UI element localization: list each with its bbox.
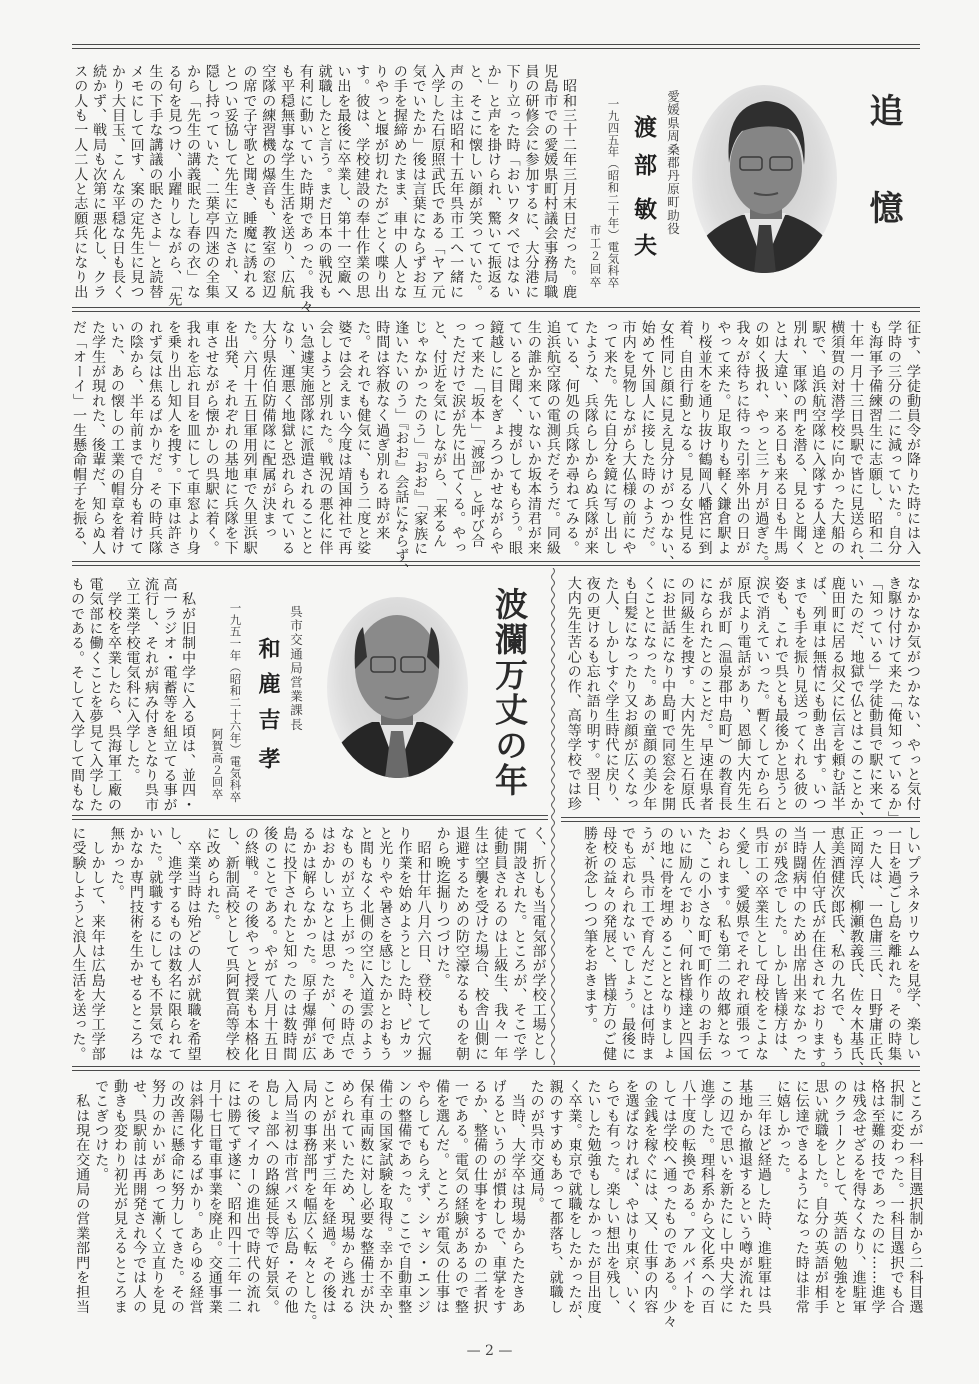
article-body-row1	[70, 64, 578, 314]
text-column: 十年一月十三日呉駅で皆に見送られ、	[848, 320, 865, 570]
article-body-row3	[68, 577, 198, 815]
text-column: く卒業。東京で就職をしたかったが、	[566, 1079, 583, 1329]
text-column: 車させながら懐かしの呉駅に着く。	[203, 320, 220, 556]
text-column: 大分県佐伯防備隊に配属が決まっ	[260, 320, 277, 541]
article-title: 追憶	[863, 93, 903, 287]
text-column: やって来た。足取りも軽く鎌倉駅よ	[715, 320, 732, 556]
text-column: でこぎつけた。	[93, 1079, 110, 1182]
text-column: き駆け付けて来た「俺知っているか」	[886, 576, 903, 826]
rule-row3-row4-left	[72, 815, 548, 820]
text-column: この辺で思いを新たにし中央大学に	[718, 1079, 735, 1315]
text-column: 当時、大学卒は現場からたたきあ	[509, 1079, 526, 1315]
text-column: 思い就職をした。自分の英語が相手	[812, 1079, 829, 1315]
text-column: 横須賀の対潜学校に向かった大船の	[829, 320, 846, 556]
text-column: 鏡越しに目をぎょろつかせながらや	[488, 320, 505, 556]
text-column: 時間は容赦なく過ぎ別れる時が来	[374, 320, 391, 541]
text-column: 高一ラジオ・電蓄等を組立てる事が	[161, 577, 178, 813]
text-column: 備を選んだ。ところが電気の仕事は	[434, 1079, 451, 1315]
text-column: っただけで涙が先に出てくる。やっ	[450, 320, 467, 556]
text-column: 保有車両数に対し必要な整備士が決	[358, 1079, 375, 1315]
text-column: しいプラネタリウムを見学、楽しい	[905, 826, 921, 1062]
text-column: た学生が現れた、後輩だ、知らぬ人	[90, 320, 107, 556]
text-column: ンの整備であった。ここで自動車整	[396, 1079, 413, 1315]
text-column: はおかしいなとは思ったが、何であ	[319, 826, 336, 1062]
text-column: たような、兵隊らしからぬ兵隊が来	[582, 320, 599, 556]
text-column: す。彼は、学校建設の奉仕作業の思	[354, 64, 371, 300]
author-graduation: 一九五一年（昭和二十六年）電気科卒	[228, 602, 243, 803]
rule-row2-row3	[72, 561, 920, 566]
text-column: 学校を卒業したら、呉海軍工廠の	[106, 577, 122, 813]
rule-row4-row5	[72, 1066, 920, 1071]
text-column: も白髪になったり又お顔が広くなっ	[622, 576, 639, 812]
text-column: から晩迄掘りつづけた。	[434, 826, 451, 988]
text-column: 追浜航空隊の電測兵だそうだ。同級	[544, 320, 561, 556]
text-column: になられたとのことだ。早速在県者	[697, 576, 714, 812]
text-column: と、付近を気にしながら、「来るん	[431, 320, 448, 549]
article-title: 波瀾万丈の年	[490, 587, 529, 799]
text-column: 電気部に働くことを夢見て入学した	[87, 577, 104, 813]
text-column: 勝を祈念しつつ筆をおきます。	[582, 826, 598, 1032]
text-column: 一日を過ごし島を離れた。その時集	[886, 826, 902, 1062]
text-column: の同級生を捜す。大内先生と石原氏	[678, 576, 695, 812]
text-column: 有利に動いていた時期であった。我々	[297, 64, 314, 314]
text-column: 格は至難の技であったのに……進学	[869, 1079, 886, 1315]
text-column: 私が旧制中学に入る頃は、並四・	[180, 577, 196, 813]
text-column: 入局当初は市営バスも広島・その他	[282, 1079, 299, 1315]
text-column: 努力のかいがあって漸く立直りを見	[149, 1079, 166, 1315]
text-column: いたのだ、地獄で仏とはこのことか、	[848, 576, 865, 826]
author-graduation: 一九四五年（昭和二十年）電気科卒	[606, 98, 621, 289]
text-column: 昭和廿年八月六日、登校して穴掘	[415, 826, 432, 1062]
text-column: が我が町（温泉郡中島町）の教育長	[716, 576, 733, 812]
text-column: 下り立った時「おいワタベではない	[504, 64, 521, 300]
text-column: 呉市工の卒業生として母校をこよな	[753, 826, 769, 1062]
text-column: は残念せざるを得なくなり、進駐軍	[850, 1079, 867, 1315]
text-column: 児島市での愛媛県町村議会事務局職	[542, 64, 559, 300]
text-column: せ、呉駅前は再開発され今では人の	[131, 1079, 148, 1315]
text-column: から「先生の講義眠たし春の衣」な	[185, 64, 202, 300]
author-family-name: 和鹿	[255, 637, 280, 707]
text-column: た人、しかしすぐ学生時代に戻り、	[603, 576, 620, 812]
text-column: か」と声を掛けられ、驚いて振返る	[485, 64, 502, 300]
text-column: た。それでも健気に、もう二度と娑	[355, 320, 372, 556]
text-column: る句を見つけ、小躍りしながら、「先	[166, 64, 183, 307]
text-column: 生は空襲を受けた場合、校舎山側に	[473, 826, 490, 1062]
text-column: 生の下手な講議の眠たさよ」と読替	[147, 64, 164, 300]
text-column: 卒業当時は殆どの人が就職を希望	[185, 826, 202, 1062]
text-column: 三年ほど経過した時、進駐軍は呉	[755, 1079, 772, 1315]
text-column: げるというのが慣わしで、車掌をす	[490, 1079, 507, 1315]
author-given-name: 吉孝	[255, 708, 280, 786]
text-column: 始めて外国人に接した時のようだ。	[639, 320, 656, 556]
text-column: しては学校へ通ったものである。少々	[661, 1079, 678, 1329]
text-column: 気でいたか」後は言葉にならずお互	[410, 64, 427, 300]
text-column: の金銭を稼ぐには、又、仕事の内容	[642, 1079, 659, 1315]
text-column: 正岡淳氏、柳瀬教義氏、佐々木基氏、	[848, 826, 864, 1076]
text-column: と光りやや暑さを感じたかとおもう	[377, 826, 394, 1062]
text-column: おられます。私も第二の故郷となっ	[715, 826, 731, 1062]
text-column: い急遽実施部隊に派遣されることと	[298, 320, 315, 556]
text-column: を出発、それぞれの基地に兵隊を下	[222, 320, 239, 556]
article-body-row4	[68, 826, 547, 1064]
text-column: 駅で、追浜航空隊に入隊する人達と	[810, 320, 827, 556]
text-column: なり、運悪く地獄と恐れられている	[279, 320, 296, 556]
author-affiliation: 呉市交通局営業課長	[288, 605, 304, 732]
text-column: 我々が待ちに待った引率外出の日が	[734, 320, 751, 556]
text-column: 続かず、戦局も次第に悪化し、クラ	[91, 64, 108, 300]
text-column: の如く扱れ、やっと三ヶ月が過ぎた。	[753, 320, 770, 570]
text-column: りやっと堰が切れたがごとく喋り出	[373, 64, 390, 300]
text-column: ば、列車は無情にも動き出す。いつ	[810, 576, 827, 812]
text-column: いに励んでおり、何れ皆様達と四国	[677, 826, 693, 1062]
text-column: の改善に懸命に努力してきた。その	[168, 1079, 185, 1315]
author-family-name: 渡部	[630, 115, 656, 191]
text-column: も海軍予備練習生に志願し、昭和二	[867, 320, 884, 556]
text-column: 別れ、軍隊の門を潜る、見ると聞く	[791, 320, 808, 556]
text-column: 択制に変わった。一科目選択でも合	[888, 1079, 905, 1315]
wavy-divider	[549, 568, 557, 1065]
text-column: たいした勉強もしなかったが目出度	[585, 1079, 602, 1315]
text-column: 後のことである。やがて八月十五日	[262, 826, 279, 1062]
text-column: 原氏より電話があり、恩師大内先生	[735, 576, 752, 812]
text-column: 征す、学徒動員令が降りた時には入	[905, 320, 921, 556]
text-column: の地に骨を埋めることとなりましょ	[658, 826, 674, 1062]
text-column: 恵美酒健次郎氏、私の九名で、もう	[829, 826, 845, 1062]
text-column: く、折しも当電気部が学校工場とし	[530, 826, 547, 1062]
text-column: ていると聞く、捜がしてもらう。眼	[506, 320, 523, 556]
text-column: 八十度の転換である。アルバイトを	[680, 1079, 697, 1315]
rule-row3-row4-right	[561, 817, 920, 822]
text-column: ている、何処の兵隊か尋ねてみる。	[563, 320, 580, 556]
text-column: と、そこに懐しい顔が笑っていた。	[467, 64, 484, 300]
text-column: 昭和三十二年三月末日だった。鹿	[561, 64, 577, 300]
text-column: り作業を始めようとした時、ピカッ	[396, 826, 413, 1062]
portrait-photo	[692, 85, 837, 273]
text-column: ことが出来ず三年を経過。その後は	[320, 1079, 337, 1315]
article-body-row4	[580, 826, 922, 1076]
text-column: 大内先生苦心の作、高等学校では珍	[565, 576, 582, 812]
text-column: たのが呉市交通局。	[528, 1079, 545, 1212]
text-column: は斜陽化するばかり。あらゆる経営	[187, 1079, 204, 1315]
text-column: 会しようと別れた。戦況の悪化に伴	[317, 320, 334, 556]
text-column: ところが一科目選択制から二科目選	[907, 1079, 924, 1315]
text-column: にお世話になり中島町で同窓会を開	[660, 576, 677, 812]
text-column: 姿も、これで呉とも最後かと思うと	[773, 576, 790, 812]
text-column: とつい妥協して先生に立たされ、又	[222, 64, 239, 300]
text-column: た。六月十五日軍用列車で久里浜駅	[241, 320, 258, 556]
text-column: 学時の三分の二に減っていた。自分	[886, 320, 903, 556]
text-column: の手を握締めたまま、車中の人とな	[391, 64, 408, 300]
text-column: メモにして回す、案の定先生に見つ	[128, 64, 145, 300]
text-column: 一である。電気の経験があるので整	[452, 1079, 469, 1315]
text-column: れず気は焦るばかりだ。その時兵隊	[146, 320, 163, 556]
text-column: かなか専門技術を生かせるところは	[127, 826, 144, 1062]
text-column: と間もなく北側の空に入道雲のよう	[358, 826, 375, 1062]
text-column: とは大違い、来る日も来る日も牛馬	[772, 320, 789, 556]
text-column: までも手を振り見送ってくれる彼の	[791, 576, 808, 812]
text-column: しかして、来年は広島大学工学部	[89, 826, 106, 1062]
text-column: 鹿田町に居る叔父に伝言を頼む話半	[829, 576, 846, 812]
text-column: ものである。そして入学して間もな	[69, 577, 85, 813]
text-column: 当時闘病中のため出席出来なかった	[791, 826, 807, 1062]
text-column: 我れを忘れ目を皿にして車窓より身	[184, 320, 201, 556]
rule-top	[72, 44, 920, 49]
author-affiliation: 愛媛県周桑郡丹原町助役	[665, 90, 681, 236]
text-column: 動きも変わり初光が見えるところま	[112, 1079, 129, 1315]
text-column: 入学した石原照武氏である「ヤア元	[429, 64, 446, 300]
text-column: って来た「坂本」「渡部」と呼び合	[469, 320, 486, 549]
text-column: 備士の国家試験を取得。幸か不幸か、	[377, 1079, 394, 1329]
text-column: るか、整備の仕事をするかの二者択	[471, 1079, 488, 1315]
text-column: を選ばなければ、やはり東京、いく	[623, 1079, 640, 1315]
text-column: 女性同じ顔に見え見分けがつかない、	[658, 320, 675, 570]
text-column: でも忘れられないでしょう。最後に	[620, 826, 636, 1062]
text-column: し、新制高校として呉阿賀高等学校	[223, 826, 240, 1062]
article-body-row5	[73, 1079, 925, 1329]
text-column: やらしてもらえず、シャシ・エンジ	[415, 1079, 432, 1315]
text-column: いた、あの懐しの工業の帽章を着け	[108, 320, 125, 556]
text-column: し、進学するものは数名に限られて	[166, 826, 183, 1062]
text-column: く愛し、愛媛県でそれぞれ頑張って	[734, 826, 750, 1062]
text-column: に嬉しかった。	[774, 1079, 791, 1182]
text-column: り桜並木を通り抜け鶴岡八幡宮に到	[696, 320, 713, 556]
text-column: 局内の事務部門を幅広く転々とした。	[301, 1079, 318, 1329]
page-number: — 2 —	[466, 1343, 513, 1359]
text-column: 空隊の練習機の爆音も、教室の窓辺	[260, 64, 277, 300]
text-column: だ「オーイ」一生懸命帽子を振る、	[71, 320, 88, 556]
text-column: 隠し持っていた、二葉亭四迷の全集	[203, 64, 220, 300]
text-column: った人は、一色庸三氏、日野庸正氏、	[867, 826, 883, 1076]
text-column: を乗り出し知人を捜す。下車は許さ	[165, 320, 182, 556]
text-column: 「知っている」学徒動員で駅に来て	[867, 576, 884, 812]
text-column: のクラークとして、英語の勉強をと	[831, 1079, 848, 1315]
text-column: も平穏無事な学生生活を送り、広航	[279, 64, 296, 300]
text-column: なかなか気がつかない、やっと気付	[905, 576, 921, 812]
text-column: って来た。先に自分を鏡に写し出し	[601, 320, 618, 556]
author-given-name: 敏夫	[630, 197, 656, 269]
text-column: のが残念でした。しかし皆様方は、	[772, 826, 788, 1062]
text-column: の席で子守歌と聞き、睡魔に誘れる	[241, 64, 258, 300]
text-column: 夜の更けるも忘れ語り明す。翌日、	[584, 576, 601, 812]
text-column: に伝達できるようになった時は非常	[793, 1079, 810, 1315]
text-column: 無かった。	[108, 826, 125, 900]
text-column: 着、自由行動となる。見る女性見る	[677, 320, 694, 556]
text-column: なものが立ち上がった。その時点で	[338, 826, 355, 1062]
text-column: 私は現在交通局の営業部門を担当	[74, 1079, 91, 1315]
text-column: 島しょ部への路線延長等で好景気。	[263, 1079, 280, 1315]
text-column: 基地から撤退するという噂が流れた	[737, 1079, 754, 1315]
text-column: じゃなかったのう」『おお』「家族に	[412, 320, 429, 556]
text-column: 退避するための防空濠なるものを朝	[453, 826, 470, 1062]
text-column: 島に投下されたと知ったのは数時間	[281, 826, 298, 1062]
text-column: の陰から、半年前まで自分も着けて	[127, 320, 144, 556]
text-column: 生の誰か来ていないか坂本清君が来	[525, 320, 542, 556]
text-column: て開設された。ところが、そこで学	[511, 826, 528, 1062]
text-column: うが、呉市工で育んだことは何時ま	[639, 826, 655, 1062]
text-column: かり大目玉、こんな平穏な日も長く	[109, 64, 126, 300]
text-column: 逢いたいのう」『おお』会話にならず、	[393, 320, 410, 578]
author-alumni-class: 阿賀高２回卒	[210, 728, 225, 800]
text-column: の終戦。その後やっと授業も本格化	[243, 826, 260, 1062]
text-column: 婆では会えまい今度は靖国神社で再	[336, 320, 353, 556]
author-alumni-class: 市工２回卒	[588, 224, 603, 289]
text-column: に改められた。	[204, 826, 221, 929]
portrait-photo	[327, 597, 468, 778]
text-column: らでも有った。楽しい想出を残し、	[604, 1079, 621, 1315]
text-column: 立工業学校電気科に入学した。	[124, 577, 141, 783]
text-column: その後マイカーの進出で時代の流れ	[244, 1079, 261, 1315]
text-column: 員の研修会に参加するに、大分港に	[523, 64, 540, 300]
text-column: 涙で消えていった。暫くしてから石	[754, 576, 771, 812]
rule-row1-row2	[72, 307, 920, 312]
text-column: 就職したと言う。まだ日本の戦況も	[316, 64, 333, 300]
article-body-row3	[564, 576, 922, 826]
text-column: 一人佐伯守氏が在住されております。	[810, 826, 826, 1076]
text-column: 徒動員されるのは上級生、我々一年	[492, 826, 509, 1062]
text-column: 流行し、それが病み付きとなり呉市	[143, 577, 159, 813]
text-column: い出を最後に卒業し、第十一空廠へ	[335, 64, 352, 300]
text-column: 声の主は昭和十五年呉市工へ一緒に	[448, 64, 465, 300]
text-column: に受験しようと浪人生活を送った。	[70, 826, 87, 1062]
text-column: められていたため、現場から逃れる	[339, 1079, 356, 1315]
text-column: 市内を見物しながら大仏様の前にや	[620, 320, 637, 556]
text-column: るかは解らなかった。原子爆弾が広	[300, 826, 317, 1062]
text-column: くことになった。あの童顔の美少年	[641, 576, 658, 812]
text-column: スの人も一人二人と志願兵になり出	[72, 64, 89, 300]
text-column: 親のすすめもあって都落ち、就職し	[547, 1079, 564, 1315]
article-body-row2	[69, 320, 922, 578]
text-column: いた。就職するにしても不景気でな	[147, 826, 164, 1062]
text-column: には勝てず遂に、昭和四十二年一二	[225, 1079, 242, 1315]
text-column: 月十七日電車事業を廃止。交通事業	[206, 1079, 223, 1315]
text-column: 進学した。理科系から文化系への百	[699, 1079, 716, 1315]
text-column: た、この小さな町で町作りのお手伝	[696, 826, 712, 1062]
text-column: 母校の益々の発展と、皆様方のご健	[601, 826, 617, 1062]
